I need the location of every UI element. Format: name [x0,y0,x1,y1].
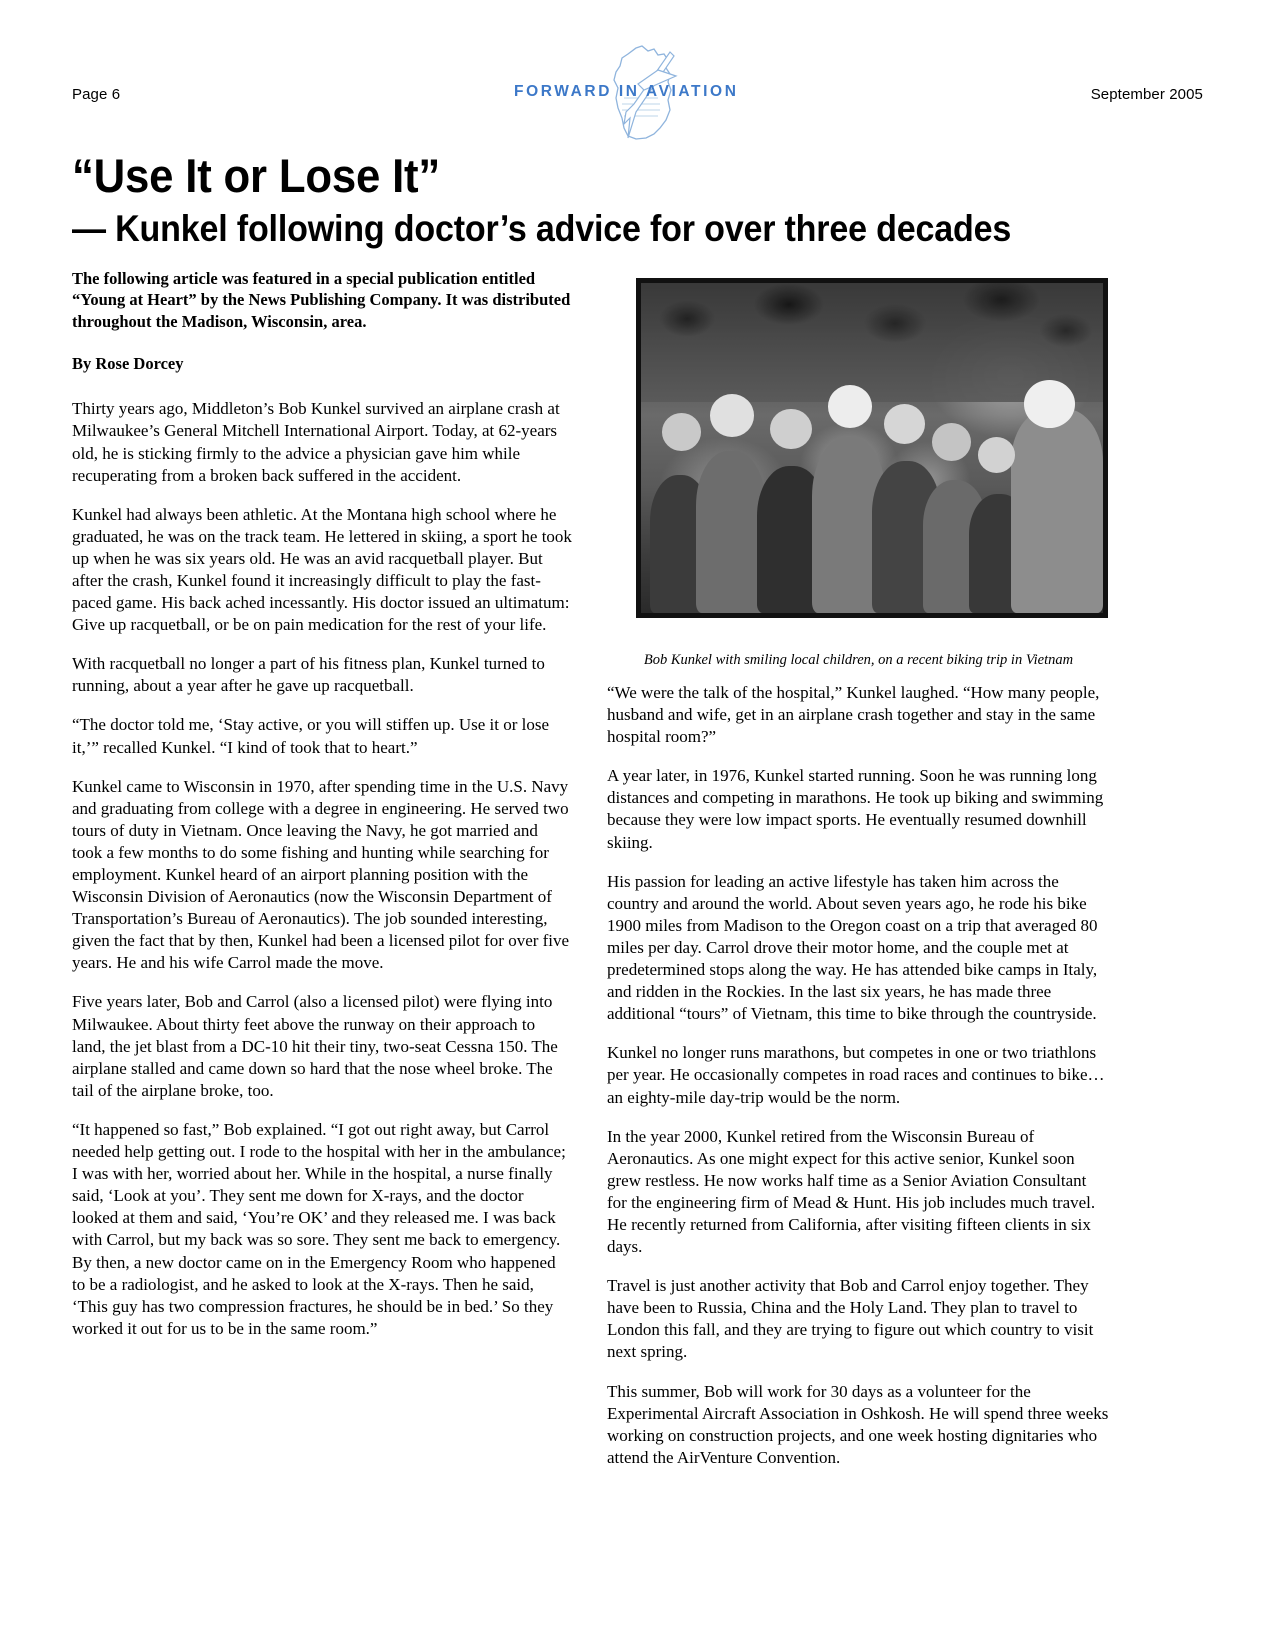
article-deck: The following article was featured in a special publication entitled “Young at Heart” by the News Publishing Company. It was distributed throughout the Madison, Wisconsin, area. [72,269,571,331]
page-number-label: Page 6 [72,86,121,103]
headline-subhead: — Kunkel following doctor’s advice for over three decades [72,208,1012,249]
left-text-column [72,268,572,1340]
photo-image [641,283,1103,613]
logo-wordmark: FORWARD IN AVIATION [513,83,738,100]
right-text-column [607,682,1110,1469]
paragraph: Kunkel came to Wisconsin in 1970, after spending time in the U.S. Navy and graduating from college with a degree in engineering. He served two tours of duty in Vietnam. Once leaving the Navy, he got married and took a few months to do some fishing and hunting while searching for employment. Kunkel heard of an airport planning position with the Wisconsin Division of Aeronautics (now the Wisconsin Department of Transportation’s Bureau of Aeronautics). The job sounded interesting, given the fact that by then, Kunkel had been a licensed pilot for over five years. He and his wife Carrol made the move. [72,776,570,973]
paragraph: Five years later, Bob and Carrol (also a licensed pilot) were flying into Milwaukee. About thirty feet above the runway on their approach to land, the jet blast from a DC-10 hit their tiny, two-seat Cessna 150. The airplane stalled and came down so hard that the nose wheel broke. The tail of the airplane broke, too. [72,992,558,1100]
paragraph: With racquetball no longer a part of his fitness plan, Kunkel turned to running, about a year after he gave up racquetball. [72,654,545,696]
paragraph: “We were the talk of the hospital,” Kunkel laughed. “How many people, husband and wife, get in an airplane crash together and stay in the same hospital room?” [607,683,1100,747]
paragraph: “It happened so fast,” Bob explained. “I got out right away, but Carrol needed help getting out. I rode to the hospital with her in the ambulance; I was with her, worried about her. While in the hospital, a nurse finally said, ‘Look at you’. They sent me down for X-rays, and the doctor looked at them and said, ‘You’re OK’ and they released me. I was back with Carrol, but my back was so sore. They sent me back to emergency. By then, a new doctor came on in the Emergency Room who happened to be a radiologist, and he asked to look at the X-rays. Then he said, ‘This guy has two compression fractures, he should be in bed.’ So they worked it out for us to be in the same room.” [72,1119,566,1338]
issue-date-label: September 2005 [1090,86,1203,103]
paragraph: His passion for leading an active lifestyle has taken him across the country and around the world. About seven years ago, he rode his bike 1900 miles from Madison to the Oregon coast on a trip that averaged 80 miles per day. Carrol drove their motor home, and the couple met at predetermined stops along the way. He has attended bike camps in Italy, and ridden in the Rockies. In the last six years, he has made three additional “tours” of Vietnam, this time to bike through the countryside. [607,871,1098,1024]
paragraph: A year later, in 1976, Kunkel started running. Soon he was running long distances and competing in marathons. He took up biking and swimming because they were low impact sports. He eventually resumed downhill skiing. [607,766,1104,852]
paragraph: “The doctor told me, ‘Stay active, or you will stiffen up. Use it or lose it,’” recalled Kunkel. “I kind of took that to heart.” [72,715,549,757]
paragraph: In the year 2000, Kunkel retired from the Wisconsin Bureau of Aeronautics. As one might expect for this active senior, Kunkel soon grew restless. He now works half time as a Senior Aviation Consultant for the engineering firm of Mead & Hunt. His job includes much travel. He recently returned from California, after visiting fifteen clients in six days. [607,1126,1096,1257]
paragraph: This summer, Bob will work for 30 days as a volunteer for the Experimental Aircraft Association in Oshkosh. He will spend three weeks working on construction projects, and one week hosting dignitaries who attend the AirVenture Convention. [607,1381,1109,1467]
headline-primary: “Use It or Lose It” [72,149,441,202]
paragraph: Kunkel had always been athletic. At the Montana high school where he graduated, he was on the track team. He lettered in skiing, a sport he took up when he was six years old. He was an avid racquetball player. But after the crash, Kunkel found it increasingly difficult to play the fast-paced game. His back ached incessantly. His doctor issued an ultimatum: Give up racquetball, or be on pain medication for the rest of your life. [72,504,572,635]
photo-subjects-group [641,375,1103,613]
paragraph: Kunkel no longer runs marathons, but competes in one or two triathlons per year. He occasionally competes in road races and continues to bike… an eighty-mile day-trip would be the norm. [607,1043,1105,1107]
article-photo [636,278,1108,618]
photo-caption: Bob Kunkel with smiling local children, on a recent biking trip in Vietnam [643,652,1074,668]
article-headline-block [72,149,1112,250]
paragraph: Thirty years ago, Middleton’s Bob Kunkel survived an airplane crash at Milwaukee’s General Mitchell International Airport. Today, at 62-years old, he is sticking firmly to the advice a physician gave him while recuperating from a broken back suffered in the accident. [72,399,560,485]
article-byline: By Rose Dorcey [72,354,184,374]
page-masthead [72,58,1203,138]
logo-graphic [508,42,768,154]
paragraph: Travel is just another activity that Bob and Carrol enjoy together. They have been to Russia, China and the Holy Land. They plan to travel to London this fall, and they are trying to figure out which country to visit next spring. [607,1276,1094,1362]
forward-in-aviation-logo [508,42,768,154]
